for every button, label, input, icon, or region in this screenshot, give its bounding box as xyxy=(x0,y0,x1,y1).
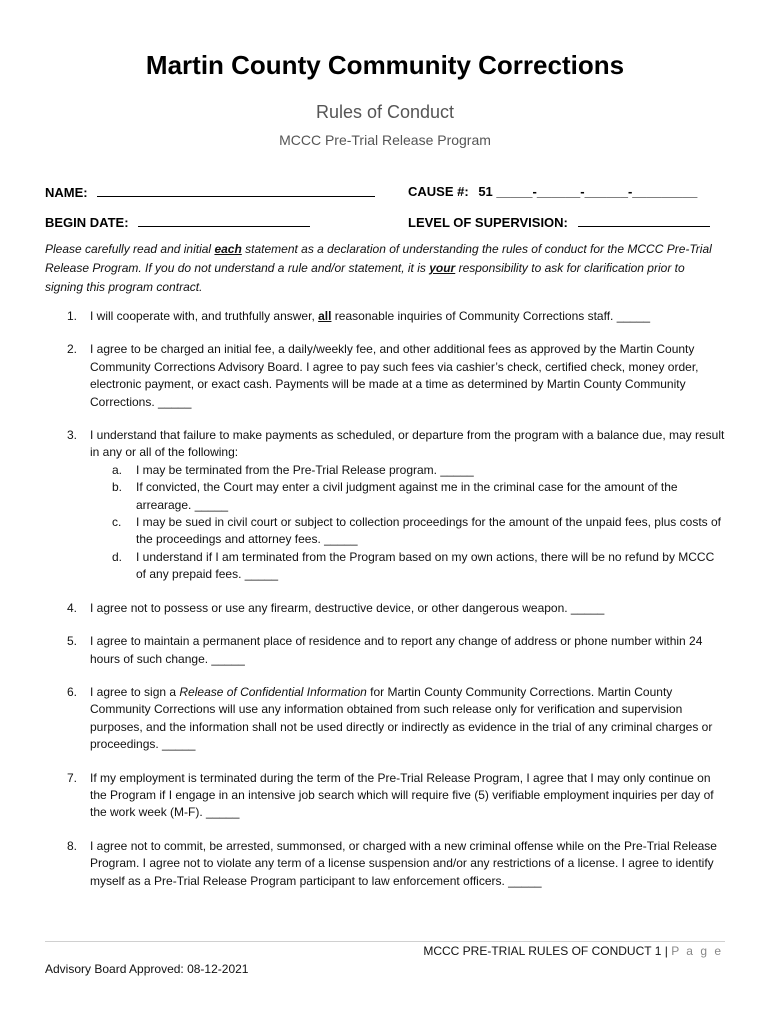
subitem-letter: a. xyxy=(112,462,123,477)
footer-page-word: P a g e xyxy=(671,944,723,958)
supervision-input-line[interactable] xyxy=(578,214,710,227)
cause-field xyxy=(408,184,697,199)
rule-text: I will cooperate with, and truthfully answer, xyxy=(90,309,319,323)
subitem-letter: c. xyxy=(112,515,122,530)
subitem-text: I understand if I am terminated from the Program based on my own actions, there will be no refund by MCCC of any prepaid fees. _____ xyxy=(136,549,715,582)
rule-number: 2. xyxy=(67,342,78,357)
begin-date-input-line[interactable] xyxy=(138,214,310,227)
rule-emphasis: all xyxy=(318,309,332,323)
program-name: MCCC Pre-Trial Release Program xyxy=(279,132,491,148)
subitem-text: I may be sued in civil court or subject to collection proceedings for the amount of the unpaid fees, plus costs of the proceedings and attorney fees. _____ xyxy=(136,515,721,547)
rule-text: I agree not to commit, be arrested, summonsed, or charged with a new criminal offense while on the Pre-Trial Release Program. I agree not to violate any term of a license suspension and/or any restrictions of a license. I agree to identify myself as a Pre-Trial Release Program participant to law enforcement officers. _____ xyxy=(90,838,717,888)
subitem-letter: d. xyxy=(112,549,123,564)
cause-label: CAUSE #: xyxy=(408,184,469,199)
rule-item-6 xyxy=(45,684,725,754)
rule-number: 8. xyxy=(67,838,78,853)
rule-number: 5. xyxy=(67,634,78,649)
intro-text-3: responsibility to ask for clarification prior to signing this program contract. xyxy=(45,261,685,294)
page-subtitle: Rules of Conduct xyxy=(315,102,455,122)
rule-number: 3. xyxy=(67,428,78,443)
rule-item-1 xyxy=(45,308,725,325)
rule-item-2 xyxy=(45,341,725,411)
footer-page-title: MCCC PRE-TRIAL RULES OF CONDUCT 1 xyxy=(423,944,662,958)
rule-number: 4. xyxy=(67,600,78,615)
supervision-field xyxy=(408,214,710,230)
rule-number: 7. xyxy=(67,770,78,785)
rule-subitem-d xyxy=(90,549,725,584)
page-title: Martin County Community Corrections xyxy=(145,50,625,80)
intro-emphasis-each: each xyxy=(214,242,242,256)
footer-approval: Advisory Board Approved: 08-12-2021 xyxy=(45,962,249,976)
cause-number-input[interactable]: 51 _____-______-______-_________ xyxy=(478,184,698,199)
rule-item-5 xyxy=(45,633,725,668)
rule-item-7 xyxy=(45,770,725,822)
rule-item-4 xyxy=(45,600,725,617)
rule-subitem-c xyxy=(90,514,725,549)
rule-text: I agree not to possess or use any firearm, destructive device, or other dangerous weapon. _____ xyxy=(90,600,605,615)
begin-date-label: BEGIN DATE: xyxy=(45,215,129,230)
rule-text: If my employment is terminated during the term of the Pre-Trial Release Program, I agree that I may only continue on the Program if I engage in an intensive job search which will require five (5) verifiable employment inquiries per day of the work week (M-F). _____ xyxy=(90,770,714,820)
rule-text: I agree to maintain a permanent place of residence and to report any change of address or phone number within 24 hours of such change. _____ xyxy=(90,634,703,666)
subitem-text: I may be terminated from the Pre-Trial Release program. _____ xyxy=(136,462,474,477)
subitem-text: If convicted, the Court may enter a civil judgment against me in the criminal case for the amount of the arrearage. _____ xyxy=(136,480,678,512)
intro-text-2: statement as a declaration of understanding the rules of conduct for the MCCC Pre-Trial Release Program. If you do not understand a rule and/or statement, it is xyxy=(45,242,712,275)
rule-item-8 xyxy=(45,838,725,890)
name-field xyxy=(45,184,375,200)
rules-list xyxy=(45,308,725,906)
intro-text-1: Please carefully read and initial xyxy=(45,242,215,256)
rule-number: 6. xyxy=(67,684,78,699)
rule-item-3 xyxy=(45,427,725,584)
rule-text: I understand that failure to make payments as scheduled, or departure from the program with a balance due, may result in any or all of the following: xyxy=(90,428,725,460)
rule-number: 1. xyxy=(67,309,78,323)
rule-text: I agree to be charged an initial fee, a daily/weekly fee, and other additional fees as approved by the Martin County Community Corrections Advisory Board. I agree to pay such fees via cashier’s check, certified check, money order, electronic payment, or exact cash. Payments will be made at a time as determined by Martin County Community Corrections. _____ xyxy=(90,342,699,409)
footer-page-info xyxy=(423,944,723,958)
begin-date-field xyxy=(45,214,310,230)
instructions-paragraph xyxy=(45,240,725,297)
name-label: NAME: xyxy=(45,185,88,200)
name-input-line[interactable] xyxy=(97,184,375,197)
rule-subitem-a xyxy=(90,462,725,479)
subitem-letter: b. xyxy=(112,480,123,495)
footer-divider xyxy=(45,941,725,942)
rule-text: for Martin County Community Corrections. Martin County Community Corrections will use any information obtained from such release only for verification and supervision purposes, and the information shall not be used directly or indirectly as evidence in the trial of any criminal charges or proceedings. _____ xyxy=(90,684,713,752)
rule-text: I agree to sign a xyxy=(90,684,180,699)
supervision-label: LEVEL OF SUPERVISION: xyxy=(408,215,568,230)
footer-pipe: | xyxy=(664,944,668,958)
rule-subitem-b xyxy=(90,479,725,514)
intro-emphasis-your: your xyxy=(429,261,456,275)
rule-text: reasonable inquiries of Community Corrections staff. _____ xyxy=(331,309,651,323)
rule-emphasis: Release of Confidential Information xyxy=(179,684,367,699)
